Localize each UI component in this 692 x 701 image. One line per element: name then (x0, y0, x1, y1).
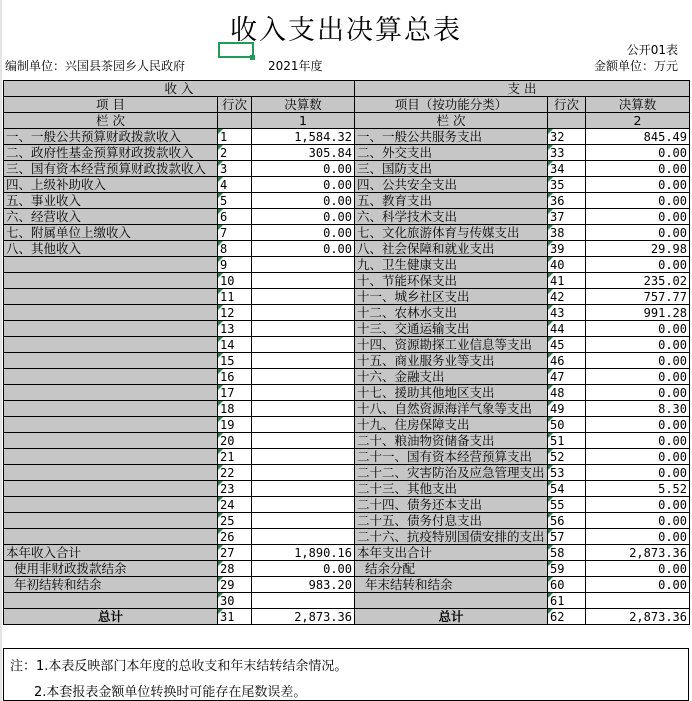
expense-item: 二十五、债务付息支出 (355, 513, 548, 529)
income-amount: 305.84 (252, 145, 355, 161)
income-item (4, 529, 218, 545)
expense-item: 十八、自然资源海洋气象等支出 (355, 401, 548, 417)
expense-item: 十四、资源勘探工业信息等支出 (355, 337, 548, 353)
income-amount (252, 337, 355, 353)
income-line-no: 27 (218, 545, 252, 561)
table-row (4, 577, 690, 593)
expense-item: 二、外交支出 (355, 145, 548, 161)
income-item: 四、上级补助收入 (4, 177, 218, 193)
income-line-no: 14 (218, 337, 252, 353)
expense-line-no: 57 (548, 529, 586, 545)
income-line-no: 18 (218, 401, 252, 417)
income-amount (252, 257, 355, 273)
note-2: 2.本套报表金额单位转换时可能存在尾数误差。 (34, 685, 307, 700)
expense-amount: 5.52 (586, 481, 690, 497)
expense-amount: 0.00 (586, 353, 690, 369)
table-row (4, 465, 690, 481)
income-item (4, 433, 218, 449)
income-line-no: 3 (218, 161, 252, 177)
table-row (4, 369, 690, 385)
expense-line-no: 49 (548, 401, 586, 417)
income-item (4, 465, 218, 481)
expense-line-no: 45 (548, 337, 586, 353)
year-label: 2021年度 (268, 59, 323, 73)
income-line-no: 10 (218, 273, 252, 289)
income-line-no: 19 (218, 417, 252, 433)
form-code-row (0, 44, 692, 57)
expense-column-label: 栏 次 (355, 113, 548, 129)
income-item (4, 401, 218, 417)
income-column-no: 1 (252, 113, 355, 129)
expense-item: 五、教育支出 (355, 193, 548, 209)
expense-amount: 0.00 (586, 145, 690, 161)
note-1: 注：1.本表反映部门本年度的总收支和年末结转结余情况。 (10, 659, 348, 674)
expense-line-no: 33 (548, 145, 586, 161)
expense-line-no: 51 (548, 433, 586, 449)
table-row (4, 401, 690, 417)
income-item (4, 385, 218, 401)
income-line-no: 16 (218, 369, 252, 385)
expense-line-no: 43 (548, 305, 586, 321)
org-info-row (0, 60, 692, 73)
income-amount (252, 449, 355, 465)
expense-amount: 0.00 (586, 497, 690, 513)
income-amount (252, 305, 355, 321)
income-column-label: 栏 次 (4, 113, 218, 129)
total-amount-left: 2,873.36 (252, 609, 355, 625)
column-number-row (4, 113, 690, 129)
column-header-row (4, 97, 690, 113)
income-line-no: 22 (218, 465, 252, 481)
income-amount (252, 481, 355, 497)
expense-amount: 0.00 (586, 561, 690, 577)
table-row (4, 513, 690, 529)
expense-amount: 0.00 (586, 417, 690, 433)
income-amount (252, 353, 355, 369)
expense-item: 十、节能环保支出 (355, 273, 548, 289)
table-row (4, 433, 690, 449)
income-line-no: 5 (218, 193, 252, 209)
income-item (4, 353, 218, 369)
table-row (4, 417, 690, 433)
expense-item-header: 项目（按功能分类） (355, 97, 548, 113)
income-line-no: 15 (218, 353, 252, 369)
expense-item: 九、卫生健康支出 (355, 257, 548, 273)
table-row (4, 593, 690, 609)
income-line-no: 26 (218, 529, 252, 545)
income-amount (252, 401, 355, 417)
row-header-strip (0, 0, 2, 701)
table-row (4, 497, 690, 513)
table-row (4, 449, 690, 465)
expense-item: 结余分配 (355, 561, 548, 577)
expense-line-no: 46 (548, 353, 586, 369)
expense-line-no: 41 (548, 273, 586, 289)
expense-column-blank (548, 113, 586, 129)
income-item: 二、政府性基金预算财政拨款收入 (4, 145, 218, 161)
table-row (4, 353, 690, 369)
table-row (4, 321, 690, 337)
income-item (4, 369, 218, 385)
income-amount (252, 273, 355, 289)
income-line-no: 1 (218, 129, 252, 145)
group-header-row (4, 81, 690, 97)
table-row (4, 177, 690, 193)
expense-line-no: 52 (548, 449, 586, 465)
expense-line-no: 36 (548, 193, 586, 209)
income-line-no: 12 (218, 305, 252, 321)
income-line-no: 20 (218, 433, 252, 449)
income-item (4, 417, 218, 433)
income-amount (252, 321, 355, 337)
expense-item: 年末结转和结余 (355, 577, 548, 593)
table-row (4, 257, 690, 273)
income-amount: 0.00 (252, 209, 355, 225)
income-line-no: 4 (218, 177, 252, 193)
expense-amount: 0.00 (586, 449, 690, 465)
expense-amount: 845.49 (586, 129, 690, 145)
income-item (4, 289, 218, 305)
expense-amount: 0.00 (586, 161, 690, 177)
expense-line-no: 50 (548, 417, 586, 433)
income-amount (252, 385, 355, 401)
expense-item: 二十六、抗疫特别国债安排的支出 (355, 529, 548, 545)
expense-line-no: 32 (548, 129, 586, 145)
expense-item: 二十三、其他支出 (355, 481, 548, 497)
expense-amount: 0.00 (586, 321, 690, 337)
expense-line-no: 39 (548, 241, 586, 257)
expense-line-no: 37 (548, 209, 586, 225)
income-amount: 0.00 (252, 177, 355, 193)
income-item: 三、国有资本经营预算财政拨款收入 (4, 161, 218, 177)
income-line-no: 28 (218, 561, 252, 577)
table-row (4, 129, 690, 145)
expense-amount: 0.00 (586, 513, 690, 529)
expense-line-no: 38 (548, 225, 586, 241)
expense-amount: 991.28 (586, 305, 690, 321)
income-amount: 0.00 (252, 161, 355, 177)
table-row (4, 337, 690, 353)
income-amount (252, 369, 355, 385)
income-amount (252, 417, 355, 433)
income-item (4, 337, 218, 353)
income-line-no: 24 (218, 497, 252, 513)
income-item: 使用非财政拨款结余 (4, 561, 218, 577)
income-amount (252, 289, 355, 305)
income-amount: 0.00 (252, 193, 355, 209)
expense-item: 七、文化旅游体育与传媒支出 (355, 225, 548, 241)
income-item: 六、经营收入 (4, 209, 218, 225)
income-line-no: 25 (218, 513, 252, 529)
table-row (4, 193, 690, 209)
expense-amount-header: 决算数 (586, 97, 690, 113)
income-item-header: 项 目 (4, 97, 218, 113)
income-item: 一、一般公共预算财政拨款收入 (4, 129, 218, 145)
expense-line-no: 47 (548, 369, 586, 385)
income-item (4, 321, 218, 337)
expense-item: 十五、商业服务业等支出 (355, 353, 548, 369)
income-amount (252, 513, 355, 529)
income-amount (252, 433, 355, 449)
income-line-no: 7 (218, 225, 252, 241)
org-label: 编制单位：兴国县茶园乡人民政府 (5, 59, 186, 73)
total-row (4, 609, 690, 625)
total-label-right: 总计 (355, 609, 548, 625)
expense-amount: 0.00 (586, 369, 690, 385)
income-line-no: 30 (218, 593, 252, 609)
expense-amount: 0.00 (586, 177, 690, 193)
expense-amount: 0.00 (586, 225, 690, 241)
expense-line-no: 54 (548, 481, 586, 497)
income-item: 年初结转和结余 (4, 577, 218, 593)
expense-line-no: 48 (548, 385, 586, 401)
income-line-no: 6 (218, 209, 252, 225)
income-item: 本年收入合计 (4, 545, 218, 561)
income-line-no: 17 (218, 385, 252, 401)
expense-item: 十三、交通运输支出 (355, 321, 548, 337)
expense-line-no: 34 (548, 161, 586, 177)
income-amount: 1,584.32 (252, 129, 355, 145)
income-item (4, 593, 218, 609)
table-row (4, 529, 690, 545)
expense-line-no: 35 (548, 177, 586, 193)
table-row (4, 273, 690, 289)
form-code: 公开01表 (626, 43, 678, 57)
income-line-no: 11 (218, 289, 252, 305)
expense-item: 十七、援助其他地区支出 (355, 385, 548, 401)
table-row (4, 161, 690, 177)
total-line-left: 31 (218, 609, 252, 625)
expense-group-header: 支 出 (355, 81, 690, 97)
income-amount: 1,890.16 (252, 545, 355, 561)
income-amount (252, 497, 355, 513)
expense-item: 一、一般公共服务支出 (355, 129, 548, 145)
expense-amount: 0.00 (586, 465, 690, 481)
income-column-blank (218, 113, 252, 129)
table-row (4, 481, 690, 497)
table-row (4, 241, 690, 257)
expense-amount: 0.00 (586, 529, 690, 545)
table-row (4, 545, 690, 561)
income-item: 八、其他收入 (4, 241, 218, 257)
expense-line-no: 44 (548, 321, 586, 337)
income-line-header: 行次 (218, 97, 252, 113)
income-item (4, 273, 218, 289)
expense-amount: 0.00 (586, 385, 690, 401)
table-row (4, 305, 690, 321)
table-row (4, 145, 690, 161)
income-amount: 0.00 (252, 241, 355, 257)
expense-amount: 235.02 (586, 273, 690, 289)
income-line-no: 21 (218, 449, 252, 465)
expense-line-no: 42 (548, 289, 586, 305)
expense-item: 二十四、债务还本支出 (355, 497, 548, 513)
expense-amount: 0.00 (586, 433, 690, 449)
expense-amount (586, 593, 690, 609)
expense-item: 二十、粮油物资储备支出 (355, 433, 548, 449)
total-line-right: 62 (548, 609, 586, 625)
expense-line-no: 53 (548, 465, 586, 481)
income-item (4, 449, 218, 465)
expense-line-header: 行次 (548, 97, 586, 113)
expense-item: 十九、住房保障支出 (355, 417, 548, 433)
income-line-no: 29 (218, 577, 252, 593)
table-row (4, 225, 690, 241)
income-group-header: 收 入 (4, 81, 355, 97)
income-item: 七、附属单位上缴收入 (4, 225, 218, 241)
income-amount: 0.00 (252, 225, 355, 241)
expense-amount: 0.00 (586, 209, 690, 225)
table-row (4, 289, 690, 305)
income-amount (252, 529, 355, 545)
expense-column-no: 2 (586, 113, 690, 129)
expense-item: 十六、金融支出 (355, 369, 548, 385)
expense-amount: 2,873.36 (586, 545, 690, 561)
expense-amount: 0.00 (586, 577, 690, 593)
expense-item: 二十一、国有资本经营预算支出 (355, 449, 548, 465)
income-item: 五、事业收入 (4, 193, 218, 209)
expense-amount: 0.00 (586, 337, 690, 353)
expense-amount: 29.98 (586, 241, 690, 257)
expense-item: 三、国防支出 (355, 161, 548, 177)
income-amount-header: 决算数 (252, 97, 355, 113)
expense-item: 六、科学技术支出 (355, 209, 548, 225)
expense-amount: 0.00 (586, 193, 690, 209)
income-amount: 0.00 (252, 561, 355, 577)
income-item (4, 305, 218, 321)
table-row (4, 561, 690, 577)
expense-item: 八、社会保障和就业支出 (355, 241, 548, 257)
income-item (4, 481, 218, 497)
expense-item (355, 593, 548, 609)
expense-amount: 8.30 (586, 401, 690, 417)
expense-item: 四、公共安全支出 (355, 177, 548, 193)
table-row (4, 209, 690, 225)
table-row (4, 385, 690, 401)
income-line-no: 23 (218, 481, 252, 497)
expense-line-no: 40 (548, 257, 586, 273)
total-label-left: 总计 (4, 609, 218, 625)
expense-line-no: 55 (548, 497, 586, 513)
expense-item: 本年支出合计 (355, 545, 548, 561)
expense-line-no: 56 (548, 513, 586, 529)
expense-amount: 0.00 (586, 257, 690, 273)
expense-item: 二十二、灾害防治及应急管理支出 (355, 465, 548, 481)
income-item (4, 497, 218, 513)
income-line-no: 2 (218, 145, 252, 161)
notes-box (3, 648, 689, 701)
unit-label: 金额单位：万元 (593, 59, 678, 73)
total-amount-right: 2,873.36 (586, 609, 690, 625)
income-amount: 983.20 (252, 577, 355, 593)
expense-line-no: 60 (548, 577, 586, 593)
income-amount (252, 465, 355, 481)
income-item (4, 257, 218, 273)
income-line-no: 13 (218, 321, 252, 337)
expense-amount: 757.77 (586, 289, 690, 305)
income-line-no: 9 (218, 257, 252, 273)
expense-line-no: 58 (548, 545, 586, 561)
expense-line-no: 61 (548, 593, 586, 609)
expense-item: 十二、农林水支出 (355, 305, 548, 321)
income-line-no: 8 (218, 241, 252, 257)
page-title: 收入支出决算总表 (230, 15, 462, 46)
income-amount (252, 593, 355, 609)
expense-item: 十一、城乡社区支出 (355, 289, 548, 305)
expense-line-no: 59 (548, 561, 586, 577)
table-body (4, 129, 690, 609)
income-item (4, 513, 218, 529)
summary-table (3, 80, 690, 625)
